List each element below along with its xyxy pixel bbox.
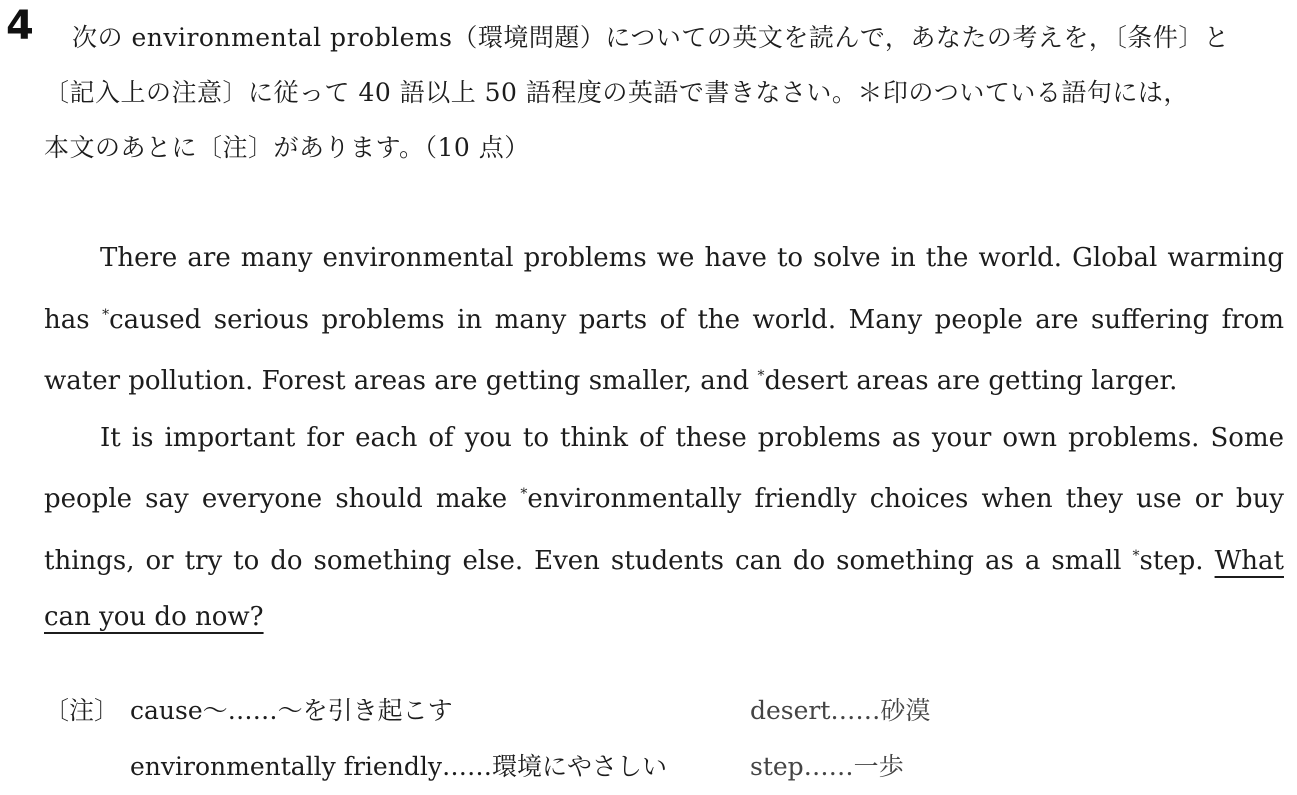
passage-text: There are many environmental problems we have to solve in the world. Global warming has [44,243,1284,335]
instruction-line: 〔記入上の注意〕に従って 40 語以上 50 語程度の英語で書きなさい。＊印のついている語句には， [44,78,1189,107]
question-number: 4 [6,3,34,49]
passage-text: caused serious problems in many parts of the world. Many people are suffering from water pollution. Forest areas are getting smaller, and [44,304,1284,396]
english-passage [44,230,1284,646]
passage-text: It is important for each of you to think of these problems as your own problems. Some people say everyone should make [44,422,1284,514]
note-marker: * [520,486,528,502]
question-instructions [44,10,1289,175]
instruction-line: 本文のあとに〔注〕があります。（10 点） [44,133,530,162]
underlined-question: What can you do now? [44,545,1284,632]
note-term: desert……砂漠 [750,696,931,725]
note-row [44,683,1284,739]
note-row [44,739,1284,795]
note-term: step……一歩 [750,752,904,781]
note-marker: * [1132,547,1140,564]
instruction-line: 次の environmental problems（環境問題）についての英文を読んで，あなたの考えを，〔条件〕と [72,23,1230,52]
passage-text: step. [1139,545,1215,576]
notes-label: 〔注〕 [44,696,120,725]
passage-paragraph-1 [44,230,1284,410]
note-marker: * [757,368,765,384]
note-marker: * [102,306,110,323]
vocabulary-notes [44,683,1284,795]
passage-paragraph-2 [44,410,1284,646]
notes-indent [44,739,130,795]
passage-text: environmentally friendly choices when they use or buy things, or try to do something else. Even students can do something as a small [44,484,1284,576]
passage-text: desert areas are getting larger. [764,366,1178,396]
note-term: environmentally friendly……環境にやさしい [130,752,667,781]
note-term: cause〜……〜を引き起こす [130,696,453,725]
